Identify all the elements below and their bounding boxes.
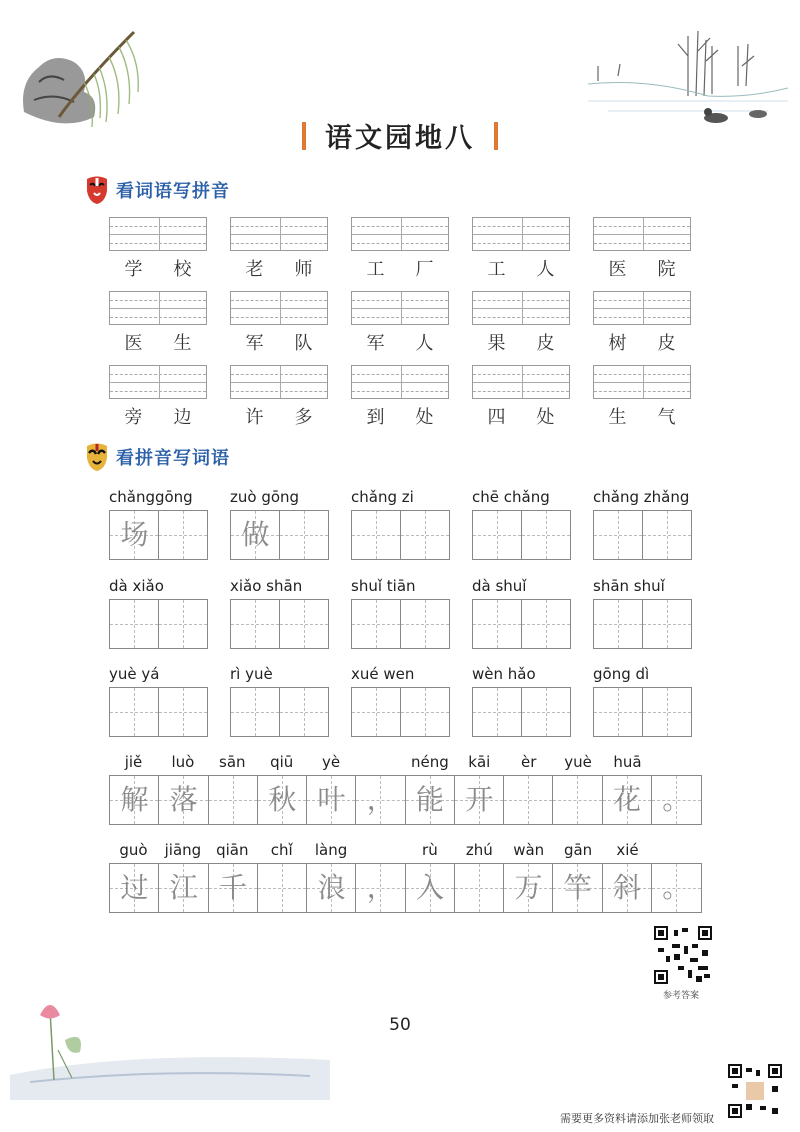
- poem-pinyin-syllable: jiāng: [164, 841, 202, 859]
- pinyin-label: zuò gōng: [230, 488, 300, 506]
- cell-character: 斜: [612, 871, 641, 904]
- poem-pinyin-syllable: kāi: [468, 753, 491, 771]
- cell-character: 万: [514, 871, 543, 904]
- cell-character: 竿: [563, 871, 592, 904]
- writing-grid: [472, 599, 571, 649]
- pinyin-label: xué wen: [351, 665, 415, 683]
- pinyin-writing-box[interactable]: [351, 291, 449, 325]
- poem-pinyin-syllable: qiū: [270, 753, 294, 771]
- cell-character: 秋: [268, 783, 297, 816]
- page-title: 语文园地八: [325, 123, 475, 154]
- word-pair: [472, 403, 570, 429]
- tianzige-cell[interactable]: [455, 864, 504, 912]
- pinyin-writing-box[interactable]: [109, 217, 207, 251]
- pinyin-label: chǎnggōng: [109, 488, 193, 506]
- cell-character: [553, 776, 602, 824]
- cell-character: [473, 688, 522, 736]
- cell-character: [280, 511, 329, 559]
- section2-heading: [84, 442, 230, 472]
- tianzige-cell[interactable]: [356, 864, 405, 912]
- cell-character: [231, 688, 280, 736]
- poem-pinyin-syllable: wàn: [513, 841, 545, 859]
- word-character: 人: [415, 333, 434, 354]
- tianzige-cell[interactable]: [553, 776, 602, 824]
- tianzige-cell[interactable]: [473, 600, 522, 648]
- word-character: 队: [294, 333, 313, 354]
- section2-label: 看拼音写词语: [116, 448, 230, 469]
- pinyin-writing-box[interactable]: [230, 217, 328, 251]
- cell-character: 过: [120, 871, 149, 904]
- word-pair: [351, 255, 449, 281]
- word-character: 院: [657, 259, 676, 280]
- word-character: 校: [173, 259, 192, 280]
- tianzige-cell[interactable]: [231, 600, 280, 648]
- cell-character: [401, 688, 450, 736]
- tianzige-cell[interactable]: [594, 688, 643, 736]
- pinyin-label: gōng dì: [593, 665, 650, 683]
- opera-mask-yellow-icon: [84, 442, 110, 472]
- word-character: 到: [366, 407, 385, 428]
- tianzige-cell[interactable]: [406, 776, 455, 824]
- poem-pinyin-syllable: jiě: [124, 753, 143, 771]
- title-block: [0, 116, 800, 155]
- cell-character: 江: [169, 871, 198, 904]
- word-character: 医: [124, 333, 143, 354]
- cell-character: [504, 776, 553, 824]
- cell-character: 。: [662, 783, 691, 816]
- pinyin-label: dà shuǐ: [472, 577, 527, 595]
- writing-grid: [109, 599, 208, 649]
- pinyin-writing-box[interactable]: [472, 217, 570, 251]
- tianzige-cell[interactable]: [504, 776, 553, 824]
- word-pair: [109, 329, 207, 355]
- tianzige-cell[interactable]: [406, 864, 455, 912]
- writing-grid: [593, 687, 692, 737]
- tianzige-cell[interactable]: [603, 864, 652, 912]
- pinyin-writing-box[interactable]: [351, 217, 449, 251]
- pinyin-writing-box[interactable]: [230, 291, 328, 325]
- tianzige-cell[interactable]: [652, 776, 701, 824]
- cell-character: ，: [366, 871, 395, 904]
- writing-grid: [109, 510, 208, 560]
- word-pair: [593, 329, 691, 355]
- tianzige-cell[interactable]: [307, 776, 356, 824]
- tianzige-cell[interactable]: [110, 864, 159, 912]
- tianzige-cell[interactable]: [280, 511, 329, 559]
- tianzige-cell[interactable]: [231, 688, 280, 736]
- word-character: 军: [366, 333, 385, 354]
- tianzige-cell[interactable]: [352, 688, 401, 736]
- cell-character: [110, 600, 159, 648]
- word-character: 旁: [124, 407, 143, 428]
- word-pair: [230, 403, 328, 429]
- poem-pinyin-syllable: yè: [322, 753, 341, 771]
- poem-pinyin-syllable: rù: [422, 841, 438, 859]
- pinyin-writing-box[interactable]: [351, 365, 449, 399]
- cell-character: [643, 600, 692, 648]
- cell-character: 叶: [317, 783, 346, 816]
- word-pair: [472, 329, 570, 355]
- opera-mask-red-icon: [84, 175, 110, 205]
- writing-grid: [351, 510, 450, 560]
- title-bar-left: [302, 122, 306, 150]
- pinyin-writing-box[interactable]: [593, 217, 691, 251]
- cell-character: 解: [120, 783, 149, 816]
- pinyin-writing-box[interactable]: [109, 365, 207, 399]
- pinyin-label: chē chǎng: [472, 488, 550, 506]
- word-character: 老: [245, 259, 264, 280]
- pinyin-writing-box[interactable]: [109, 291, 207, 325]
- word-pair: [593, 403, 691, 429]
- tianzige-cell[interactable]: [159, 688, 208, 736]
- footer-note: 需要更多资料请添加张老师领取: [560, 1112, 714, 1125]
- poem-pinyin-syllable: guò: [119, 841, 148, 859]
- word-pair: [230, 255, 328, 281]
- word-character: 树: [608, 333, 627, 354]
- writing-grid: [472, 687, 571, 737]
- poem-pinyin-syllable: luò: [171, 753, 195, 771]
- poem-pinyin-syllable: néng: [411, 753, 449, 771]
- writing-grid: [472, 510, 571, 560]
- poem-pinyin-syllable: yuè: [564, 753, 592, 771]
- tianzige-cell[interactable]: [159, 864, 208, 912]
- cell-character: 场: [120, 518, 149, 551]
- word-character: 皮: [657, 333, 676, 354]
- tianzige-cell[interactable]: [110, 688, 159, 736]
- tianzige-cell[interactable]: [280, 688, 329, 736]
- poem-pinyin-syllable: chǐ: [270, 841, 293, 859]
- poem-pinyin-syllable: sān: [219, 753, 246, 771]
- cell-character: 做: [241, 518, 270, 551]
- tianzige-cell[interactable]: [280, 600, 329, 648]
- tianzige-cell[interactable]: [553, 864, 602, 912]
- tianzige-cell[interactable]: [401, 600, 450, 648]
- pinyin-writing-box[interactable]: [230, 365, 328, 399]
- cell-character: [401, 511, 450, 559]
- cell-character: [401, 600, 450, 648]
- cell-character: [352, 511, 401, 559]
- poem-pinyin-syllable: huā: [613, 753, 642, 771]
- tianzige-cell[interactable]: [307, 864, 356, 912]
- pinyin-label: chǎng zi: [351, 488, 414, 506]
- writing-grid: [351, 687, 450, 737]
- pinyin-writing-box[interactable]: [593, 291, 691, 325]
- tianzige-cell[interactable]: [159, 776, 208, 824]
- tianzige-cell[interactable]: [352, 600, 401, 648]
- cell-character: [231, 600, 280, 648]
- tianzige-cell[interactable]: [258, 776, 307, 824]
- tianzige-cell[interactable]: [643, 600, 692, 648]
- word-pair: [230, 329, 328, 355]
- word-character: 处: [536, 407, 555, 428]
- cell-character: [159, 511, 208, 559]
- cell-character: [455, 864, 504, 912]
- tianzige-cell[interactable]: [231, 511, 280, 559]
- poem-pinyin-syllable: qiān: [216, 841, 249, 859]
- pinyin-writing-box[interactable]: [472, 365, 570, 399]
- cell-character: 入: [415, 871, 444, 904]
- tianzige-cell[interactable]: [401, 688, 450, 736]
- pinyin-label: shuǐ tiān: [351, 577, 416, 595]
- word-character: 厂: [415, 259, 434, 280]
- tianzige-cell[interactable]: [522, 688, 571, 736]
- poem-pinyin-syllable: xié: [616, 841, 639, 859]
- cell-character: 花: [612, 783, 641, 816]
- tianzige-cell[interactable]: [473, 511, 522, 559]
- tianzige-cell[interactable]: [356, 776, 405, 824]
- cell-character: [522, 511, 571, 559]
- cell-character: 落: [169, 783, 198, 816]
- pinyin-label: rì yuè: [230, 665, 273, 683]
- word-character: 医: [608, 259, 627, 280]
- cell-character: [352, 688, 401, 736]
- tianzige-cell[interactable]: [603, 776, 652, 824]
- word-pair: [351, 329, 449, 355]
- cell-character: 能: [415, 783, 444, 816]
- cell-character: [209, 776, 258, 824]
- word-character: 果: [487, 333, 506, 354]
- tianzige-cell[interactable]: [110, 600, 159, 648]
- cell-character: [522, 688, 571, 736]
- cell-character: [258, 864, 307, 912]
- word-pair: [109, 403, 207, 429]
- pinyin-writing-box[interactable]: [472, 291, 570, 325]
- cell-character: 开: [465, 783, 494, 816]
- writing-grid: [351, 599, 450, 649]
- cell-character: [594, 600, 643, 648]
- qr-code-icon[interactable]: [654, 926, 712, 984]
- cell-character: [159, 688, 208, 736]
- tianzige-cell[interactable]: [258, 864, 307, 912]
- word-character: 学: [124, 259, 143, 280]
- pinyin-label: dà xiǎo: [109, 577, 164, 595]
- word-character: 生: [173, 333, 192, 354]
- tianzige-cell[interactable]: [352, 511, 401, 559]
- pinyin-label: yuè yá: [109, 665, 160, 683]
- tianzige-cell[interactable]: [473, 688, 522, 736]
- writing-grid: [593, 510, 692, 560]
- section1-heading: [84, 175, 230, 205]
- tianzige-cell[interactable]: [652, 864, 701, 912]
- tianzige-cell[interactable]: [159, 600, 208, 648]
- tianzige-cell[interactable]: [643, 511, 692, 559]
- lotus-decoration: [10, 990, 330, 1100]
- tianzige-cell[interactable]: [594, 511, 643, 559]
- cell-character: 浪: [317, 871, 346, 904]
- tianzige-cell[interactable]: [159, 511, 208, 559]
- poem-pinyin-syllable: làng: [314, 841, 348, 859]
- tianzige-cell[interactable]: [522, 600, 571, 648]
- tianzige-cell[interactable]: [209, 776, 258, 824]
- tianzige-cell[interactable]: [110, 776, 159, 824]
- tianzige-cell[interactable]: [401, 511, 450, 559]
- pinyin-label: wèn hǎo: [472, 665, 536, 683]
- cell-character: [594, 688, 643, 736]
- cell-character: [643, 688, 692, 736]
- poem-pinyin-syllable: zhú: [465, 841, 493, 859]
- word-character: 许: [245, 407, 264, 428]
- cell-character: [159, 600, 208, 648]
- page-number: 50: [389, 1015, 411, 1035]
- pinyin-label: shān shuǐ: [593, 577, 665, 595]
- cell-character: [110, 688, 159, 736]
- writing-grid: [109, 687, 208, 737]
- poem-pinyin-syllable: gān: [563, 841, 593, 859]
- cell-character: 千: [218, 871, 247, 904]
- word-character: 四: [487, 407, 506, 428]
- word-character: 气: [657, 407, 676, 428]
- word-character: 皮: [536, 333, 555, 354]
- word-character: 生: [608, 407, 627, 428]
- word-character: 多: [294, 407, 313, 428]
- cell-character: [280, 688, 329, 736]
- poem-pinyin-syllable: èr: [520, 753, 537, 771]
- cell-character: [352, 600, 401, 648]
- cell-character: [522, 600, 571, 648]
- word-pair: [593, 255, 691, 281]
- cell-character: [473, 600, 522, 648]
- pinyin-label: xiǎo shān: [230, 577, 303, 595]
- writing-grid: [593, 599, 692, 649]
- cell-character: [280, 600, 329, 648]
- word-pair: [472, 255, 570, 281]
- pinyin-writing-box[interactable]: [593, 365, 691, 399]
- pinyin-label: chǎng zhǎng: [593, 488, 690, 506]
- cell-character: ，: [366, 783, 395, 816]
- word-pair: [109, 255, 207, 281]
- tianzige-cell[interactable]: [455, 776, 504, 824]
- tianzige-cell[interactable]: [594, 600, 643, 648]
- tianzige-cell[interactable]: [110, 511, 159, 559]
- tianzige-cell[interactable]: [643, 688, 692, 736]
- tianzige-cell[interactable]: [522, 511, 571, 559]
- cell-character: [594, 511, 643, 559]
- title-bar-right: [494, 122, 498, 150]
- word-character: 师: [294, 259, 313, 280]
- cell-character: [643, 511, 692, 559]
- word-pair: [351, 403, 449, 429]
- word-character: 边: [173, 407, 192, 428]
- tianzige-cell[interactable]: [504, 864, 553, 912]
- cell-character: 。: [662, 871, 691, 904]
- word-character: 工: [366, 259, 385, 280]
- section1-label: 看词语写拼音: [116, 181, 230, 202]
- word-character: 处: [415, 407, 434, 428]
- qr-caption: 参考答案: [662, 991, 699, 1001]
- writing-grid: [230, 687, 329, 737]
- poem-writing-grid: [109, 863, 702, 913]
- tianzige-cell[interactable]: [209, 864, 258, 912]
- cell-character: [473, 511, 522, 559]
- word-character: 军: [245, 333, 264, 354]
- word-character: 工: [487, 259, 506, 280]
- word-character: 人: [536, 259, 555, 280]
- poem-writing-grid: [109, 775, 702, 825]
- writing-grid: [230, 599, 329, 649]
- contact-qr-icon[interactable]: [728, 1064, 782, 1118]
- writing-grid: [230, 510, 329, 560]
